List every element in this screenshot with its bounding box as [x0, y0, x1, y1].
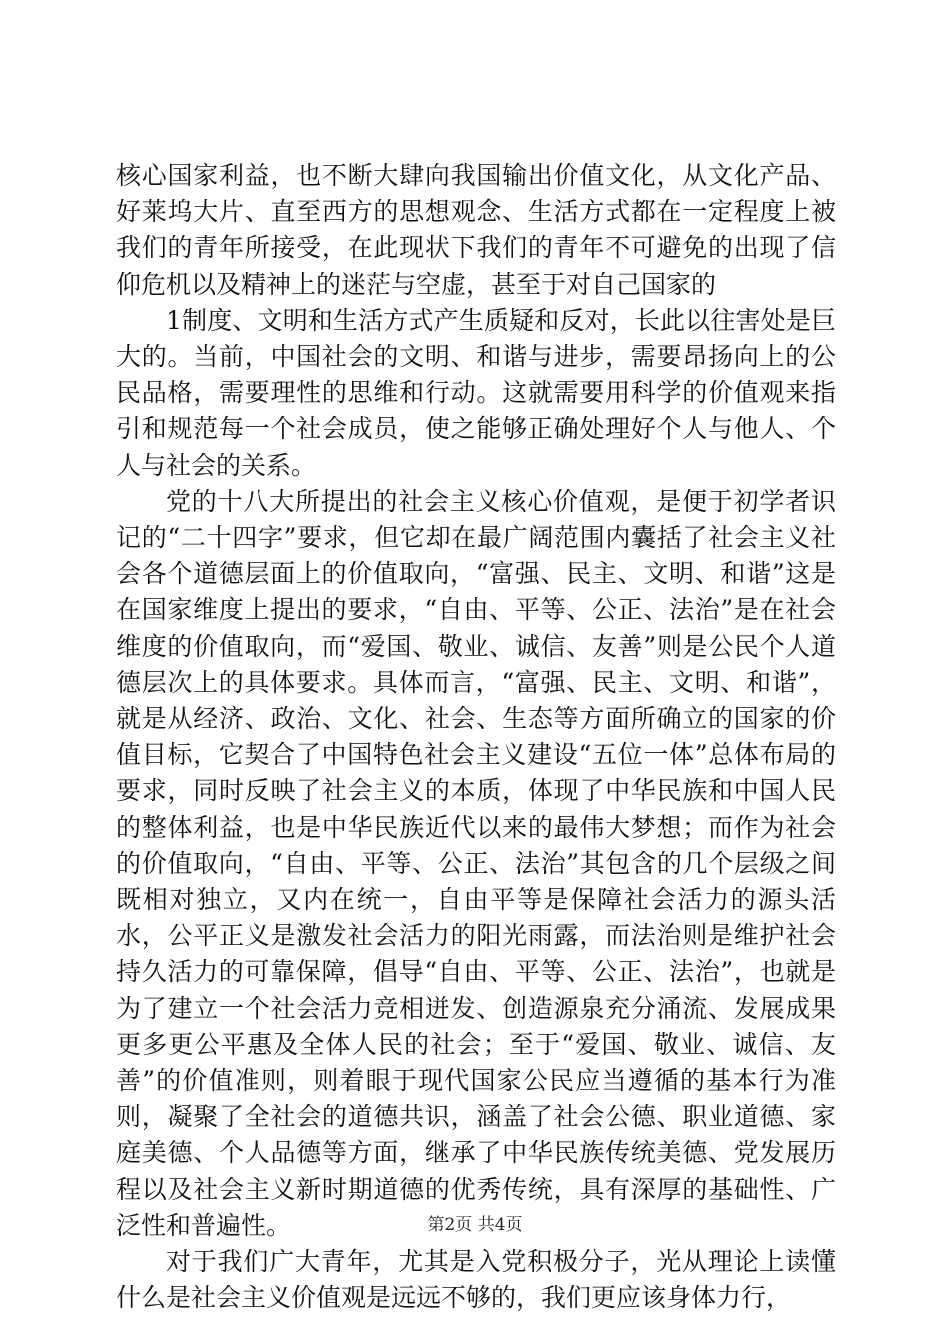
document-body	[116, 158, 836, 1317]
paragraph-system-civilization: 1制度、文明和生活方式产生质疑和反对，长此以往害处是巨大的。当前，中国社会的文明、和谐与进步，需要昂扬向上的公民品格，需要理性的思维和行动。这就需要用科学的价值观来指引和规范每一个社会成员，使之能够正确处理好个人与他人、个人与社会的关系。	[116, 305, 836, 480]
paragraph-continuation: 核心国家利益，也不断大肆向我国输出价值文化，从文化产品、好莱坞大片、直至西方的思想观念、生活方式都在一定程度上被我们的青年所接受，在此现状下我们的青年不可避免的出现了信仰危机以及精神上的迷茫与空虚，甚至于对自己国家的	[116, 161, 836, 299]
paragraph-core-values: 党的十八大所提出的社会主义核心价值观，是便于初学者识记的“二十四字”要求，但它却在最广阔范围内囊括了社会主义社会各个道德层面上的价值取向，“富强、民主、文明、和谐”这是在国家维度上提出的要求，“自由、平等、公正、法治”是在社会维度的价值取向，而“爱国、敬业、诚信、友善”则是公民个人道德层次上的具体要求。具体而言，“富强、民主、文明、和谐”，就是从经济、政治、文化、社会、生态等方面所确立的国家的价值目标，它契合了中国特色社会主义建设“五位一体”总体布局的要求，同时反映了社会主义的本质，体现了中华民族和中国人民的整体利益，也是中华民族近代以来的最伟大梦想；而作为社会的价值取向，“自由、平等、公正、法治”其包含的几个层级之间既相对独立，又内在统一，自由平等是保障社会活力的源头活水，公平正义是激发社会活力的阳光雨露，而法治则是维护社会持久活力的可靠保障，倡导“自由、平等、公正、法治”，也就是为了建立一个社会活力竞相迸发、创造源泉充分涌流、发展成果更多更公平惠及全体人民的社会；至于“爱国、敬业、诚信、友善”的价值准则，则着眼于现代国家公民应当遵循的基本行为准则，凝聚了全社会的道德共识，涵盖了社会公德、职业道德、家庭美德、个人品德等方面，继承了中华民族传统美德、党发展历程以及社会主义新时期道德的优秀传统，具有深厚的基础性、广泛性和普遍性。	[116, 486, 836, 1240]
paragraph-youth-practice: 对于我们广大青年，尤其是入党积极分子，光从理论上读懂什么是社会主义价值观是远远不够的，我们更应该身体力行，	[116, 1247, 836, 1313]
page-number-footer: 第2页 共4页	[427, 1215, 523, 1235]
